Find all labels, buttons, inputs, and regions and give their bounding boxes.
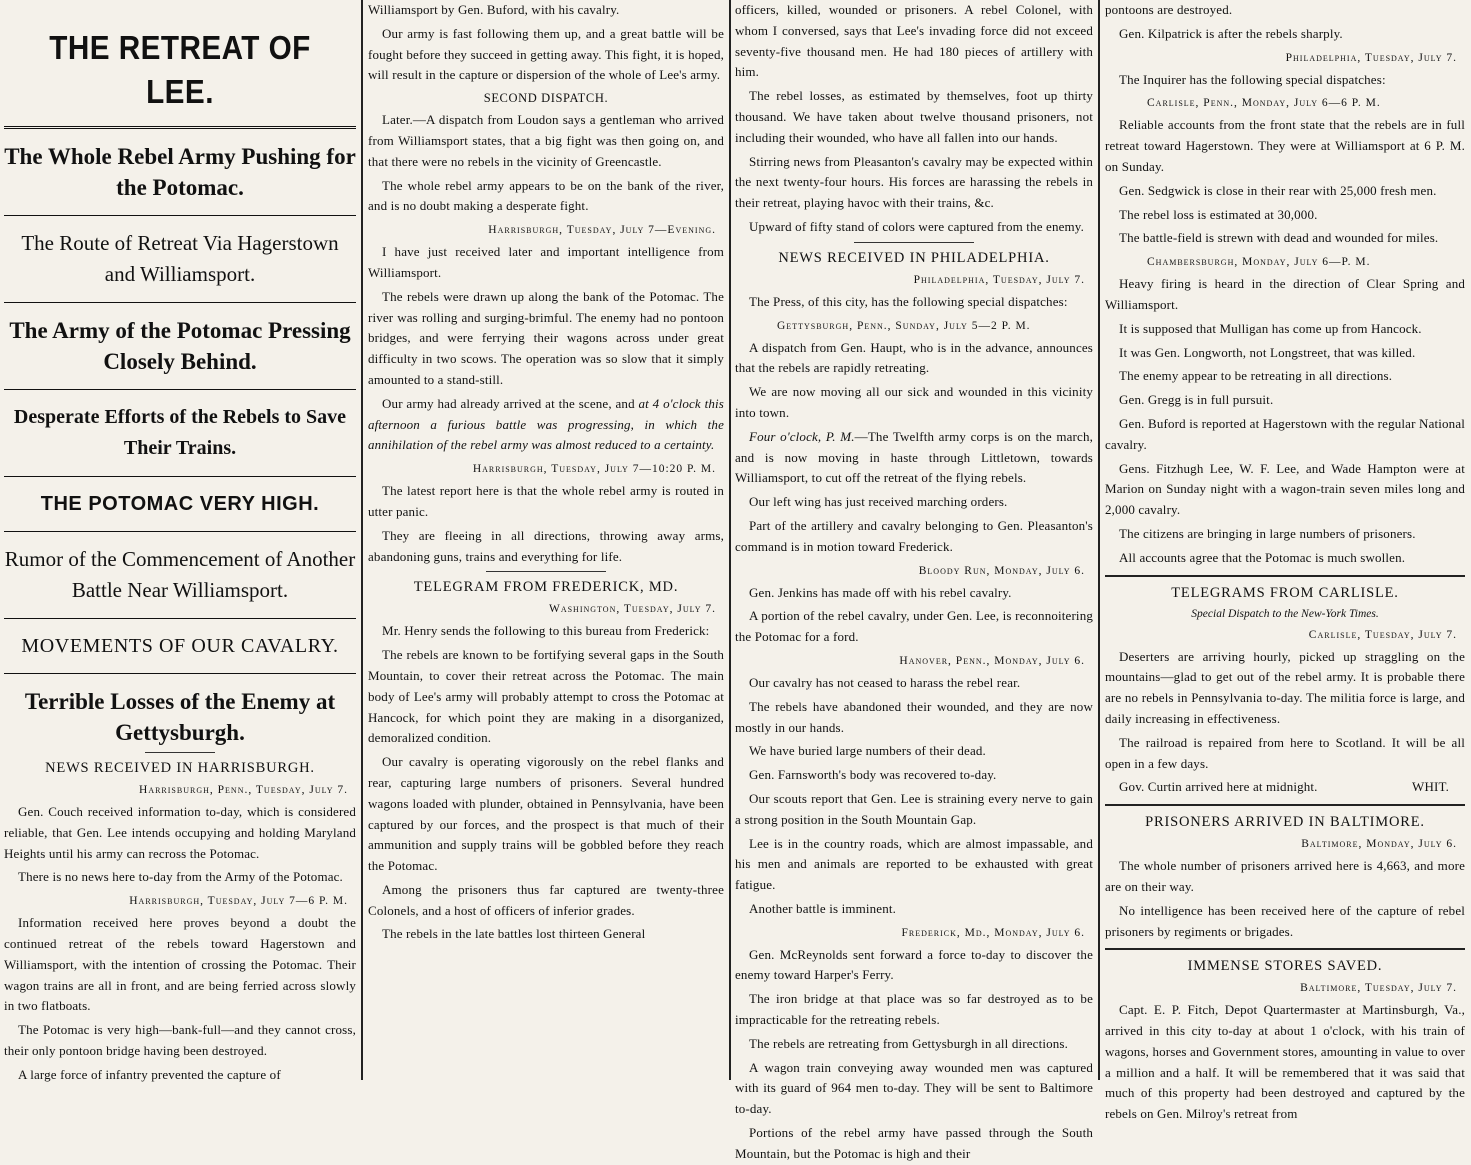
article-paragraph: Deserters are arriving hourly, picked up straggling on the mountains—glad to get out of the rebel army. It is probable there are no rebels in Pennsylvania to-day. The militia force is large, and daily increasing in effectiveness. bbox=[1105, 648, 1465, 726]
deck-headline: THE POTOMAC VERY HIGH. bbox=[40, 493, 320, 515]
deck-headline: The Route of Retreat Via Hagerstown and Williamsport. bbox=[21, 231, 339, 286]
article-paragraph: The Press, of this city, has the following special dispatches: bbox=[749, 293, 1068, 309]
article-paragraph: The rebels were drawn up along the bank of the Potomac. The river was rolling and surging-brimful. The enemy had no pontoon bridges, and were ferrying their wagons across under great difficulty in two scows. The operation was so slow that it simply amounted to a stand-still. bbox=[368, 288, 724, 387]
article-paragraph: officers, killed, wounded or prisoners. A rebel Colonel, with whom I conversed, says that Lee's invading force did not exceed seventy-five thousand men. He had 180 pieces of artillery with him. bbox=[735, 2, 1093, 80]
article-paragraph: A large force of infantry prevented the capture of bbox=[18, 1066, 281, 1082]
deck-divider bbox=[4, 476, 356, 477]
article-paragraph: The enemy appear to be retreating in all directions. bbox=[1119, 368, 1393, 384]
article-paragraph: The Potomac is very high—bank-full—and they cannot cross, their only pontoon bridge having been destroyed. bbox=[4, 1022, 356, 1058]
article-paragraph: Portions of the rebel army have passed through the South Mountain, but the Potomac is high and their bbox=[735, 1125, 1093, 1161]
column-rule bbox=[729, 0, 731, 1080]
article-paragraph: The whole rebel army appears to be on the bank of the river, and is no doubt making a desperate fight. bbox=[368, 177, 724, 214]
article-paragraph: The rebels have abandoned their wounded, and they are now mostly in our hands. bbox=[735, 698, 1093, 735]
article-paragraph: Our cavalry has not ceased to harass the rebel rear. bbox=[749, 674, 1021, 690]
article-paragraph: The iron bridge at that place was so far destroyed as to be impracticable for the retreating rebels. bbox=[735, 991, 1093, 1028]
byline: Special Dispatch to the New-York Times. bbox=[1191, 607, 1379, 620]
article-paragraph: Our cavalry is operating vigorously on the rebel flanks and rear, capturing large numbers of prisoners. Several hundred wagons loaded with plunder, obtained in Pennsylvania, have been captured by our forces, and the prospect is that much of their ammunition and supply trains will be gobbled before they reach the Potomac. bbox=[368, 754, 724, 874]
article-paragraph: Gen. Couch received information to-day, which is considered reliable, that Gen. Lee intends occupying and holding Maryland Heights until his army can recross the Potomac. bbox=[4, 804, 356, 861]
article-paragraph: We have buried large numbers of their dead. bbox=[749, 743, 986, 759]
dateline: Harrisburgh, Penn., Tuesday, July 7. bbox=[139, 784, 348, 796]
article-paragraph: The rebels are known to be fortifying several gaps in the South Mountain, to cover their retreat across the Potomac. The main body of Lee's army will probably attempt to cross the Potomac at Hancock, for which point they are making in a disorganized, demoralized condition. bbox=[368, 647, 724, 746]
section-divider bbox=[1105, 948, 1465, 950]
article-paragraph: We are now moving all our sick and wounded in this vicinity into town. bbox=[735, 384, 1093, 420]
article-paragraph: Capt. E. P. Fitch, Depot Quartermaster at Martinsburgh, Va., arrived in this city to-day at about 1 o'clock, with his train of wagons, horses and Government stores, amounting in value to over a million and a half. It will be remembered that it was said that much of this property had been destroyed and captured by the rebels on Gen. Milroy's retreat from bbox=[1105, 1002, 1465, 1122]
article-paragraph: The rebels are retreating from Gettysburgh in all directions. bbox=[749, 1035, 1068, 1051]
column-rule bbox=[1098, 0, 1100, 1080]
deck-divider bbox=[4, 618, 356, 619]
deck-headline: The Army of the Potomac Pressing Closely Behind. bbox=[9, 318, 351, 374]
text-run: —The Twelfth army corps is on the march, and is now moving in haste through Littletown, towards Williamsport, to cut off the retreat of the flying rebels. bbox=[735, 428, 1093, 486]
article-paragraph: Lee is in the country roads, which are almost impassable, and his men and animals are reported to be exhausted with great fatigue. bbox=[735, 835, 1093, 893]
article-paragraph: Gen. Sedgwick is close in their rear with 25,000 fresh men. bbox=[1119, 182, 1437, 198]
section-heading: TELEGRAMS FROM CARLISLE. bbox=[1171, 584, 1399, 601]
article-paragraph: They are fleeing in all directions, throwing away arms, abandoning guns, trains and everything for life. bbox=[368, 527, 724, 564]
article-paragraph: Gen. Kilpatrick is after the rebels sharply. bbox=[1119, 25, 1343, 41]
article-paragraph: It is supposed that Mulligan has come up from Hancock. bbox=[1119, 320, 1422, 336]
article-paragraph: A portion of the rebel cavalry, under Gen. Lee, is reconnoitering the Potomac for a ford. bbox=[735, 608, 1093, 645]
article-paragraph bbox=[368, 394, 724, 456]
article-paragraph: Gen. McReynolds sent forward a force to-day to discover the enemy toward Harper's Ferry. bbox=[735, 946, 1093, 983]
article-paragraph bbox=[1105, 777, 1465, 798]
dateline: Harrisburgh, Tuesday, July 7—10:20 P. M. bbox=[472, 463, 716, 476]
article-paragraph: Gen. Farnsworth's body was recovered to-day. bbox=[749, 767, 997, 783]
article-paragraph: Gen. Gregg is in full pursuit. bbox=[1119, 392, 1274, 408]
column-4 bbox=[1105, 0, 1465, 1122]
dateline: Carlisle, Tuesday, July 7. bbox=[1308, 628, 1457, 641]
article-paragraph: Our left wing has just received marching orders. bbox=[749, 494, 1008, 510]
article-paragraph: A wagon train conveying away wounded men was captured with its guard of 964 men to-day. They will be sent to Baltimore to-day. bbox=[735, 1059, 1093, 1117]
dateline: Washington, Tuesday, July 7. bbox=[548, 603, 716, 616]
article-paragraph: Later.—A dispatch from Loudon says a gentleman who arrived from Williamsport states, that a big fight was then going on, and that there were no rebels in the vicinity of Greencastle. bbox=[368, 112, 724, 169]
section-divider bbox=[854, 242, 974, 243]
dateline: Bloody Run, Monday, July 6. bbox=[918, 564, 1085, 577]
article-paragraph: The rebel losses, as estimated by themselves, foot up thirty thousand. We have taken about twelve thousand prisoners, not including their wounded, who have all fallen into our hands. bbox=[735, 88, 1093, 145]
dateline: Philadelphia, Tuesday, July 7. bbox=[1285, 51, 1457, 64]
article-paragraph: Mr. Henry sends the following to this bureau from Frederick: bbox=[382, 623, 710, 639]
text-run: Gov. Curtin arrived here at midnight. bbox=[1119, 779, 1318, 795]
article-paragraph: A dispatch from Gen. Haupt, who is in the advance, announces that the rebels are rapidly retreating. bbox=[735, 339, 1093, 376]
article-paragraph: The whole number of prisoners arrived here is 4,663, and more are on their way. bbox=[1105, 858, 1465, 894]
deck-divider bbox=[4, 531, 356, 532]
section-heading: NEWS RECEIVED IN HARRISBURGH. bbox=[45, 760, 315, 776]
dash-divider bbox=[145, 752, 215, 753]
dateline: Gettysburgh, Penn., Sunday, July 5—2 P. M. bbox=[777, 319, 1031, 332]
deck-headline: Rumor of the Commencement of Another Battle Near Williamsport. bbox=[4, 547, 356, 602]
subheading: SECOND DISPATCH. bbox=[483, 91, 609, 106]
signature: WHIT. bbox=[1412, 779, 1449, 795]
deck-divider bbox=[4, 673, 356, 674]
article-paragraph: Among the prisoners thus far captured are twenty-three Colonels, and a host of officers of inferior grades. bbox=[368, 881, 724, 918]
deck-headline: The Whole Rebel Army Pushing for the Potomac. bbox=[4, 144, 356, 200]
article-paragraph: Williamsport by Gen. Buford, with his cavalry. bbox=[368, 2, 620, 17]
article-paragraph: Gen. Buford is reported at Hagerstown with the regular National cavalry. bbox=[1105, 415, 1465, 452]
dateline: Hanover, Penn., Monday, July 6. bbox=[899, 654, 1085, 667]
article-paragraph: Heavy firing is heard in the direction of Clear Spring and Williamsport. bbox=[1105, 276, 1465, 312]
article-paragraph: The railroad is repaired from here to Scotland. It will be all open in a few days. bbox=[1105, 734, 1465, 771]
dateline: Harrisburgh, Tuesday, July 7—6 P. M. bbox=[129, 895, 348, 908]
article-paragraph: Upward of fifty stand of colors were captured from the enemy. bbox=[749, 218, 1084, 234]
section-heading: PRISONERS ARRIVED IN BALTIMORE. bbox=[1145, 814, 1425, 831]
article-paragraph: pontoons are destroyed. bbox=[1105, 2, 1233, 17]
column-1 bbox=[4, 0, 356, 1080]
section-heading: NEWS RECEIVED IN PHILADELPHIA. bbox=[778, 249, 1050, 266]
dateline: Frederick, Md., Monday, July 6. bbox=[901, 926, 1085, 939]
dateline: Baltimore, Monday, July 6. bbox=[1301, 838, 1457, 851]
deck-divider bbox=[4, 389, 356, 390]
deck-headline: MOVEMENTS OF OUR CAVALRY. bbox=[21, 635, 339, 657]
article-paragraph: Our scouts report that Gen. Lee is straining every nerve to gain a strong position in the South Mountain Gap. bbox=[735, 790, 1093, 827]
article-paragraph: I have just received later and important intelligence from Williamsport. bbox=[368, 244, 724, 280]
article-paragraph: Our army is fast following them up, and a great battle will be fought before they succeed in getting away. This fight, it is hoped, will result in the capture or dispersion of the whole of Lee's army. bbox=[368, 25, 724, 83]
article-paragraph: There is no news here to-day from the Army of the Potomac. bbox=[18, 869, 343, 885]
article-paragraph bbox=[735, 427, 1093, 489]
section-divider bbox=[486, 571, 606, 572]
article-paragraph: The latest report here is that the whole rebel army is routed in utter panic. bbox=[368, 483, 724, 519]
section-divider bbox=[1105, 804, 1465, 806]
article-paragraph: Gens. Fitzhugh Lee, W. F. Lee, and Wade Hampton were at Marion on Sunday night with a wagon-train seven miles long and 2,000 cavalry. bbox=[1105, 460, 1465, 518]
article-paragraph: The Inquirer has the following special dispatches: bbox=[1119, 71, 1386, 87]
article-paragraph: Gen. Jenkins has made off with his rebel cavalry. bbox=[749, 584, 1012, 600]
article-paragraph: All accounts agree that the Potomac is much swollen. bbox=[1119, 549, 1406, 565]
article-paragraph: Another battle is imminent. bbox=[749, 900, 897, 916]
dateline: Harrisburgh, Tuesday, July 7—Evening. bbox=[488, 224, 716, 237]
article-paragraph: No intelligence has been received here of the capture of rebel prisoners by regiments or brigades. bbox=[1105, 902, 1465, 939]
deck-headline: Desperate Efforts of the Rebels to Save Their Trains. bbox=[13, 406, 347, 459]
dateline: Chambersburgh, Monday, July 6—P. M. bbox=[1147, 256, 1371, 269]
italic-text-run: at 4 o'clock this afternoon a furious battle was progressing, in which the annihilation of the rebel army was almost reduced to a certainty. bbox=[368, 395, 724, 453]
italic-text-run: Four o'clock, P. M. bbox=[749, 428, 855, 444]
column-rule bbox=[361, 0, 363, 1080]
article-paragraph: Stirring news from Pleasanton's cavalry may be expected within the next twenty-four hours. His forces are harassing the rebels in their retreat, playing havoc with their trains, &c. bbox=[735, 153, 1093, 211]
article-paragraph: The citizens are bringing in large numbers of prisoners. bbox=[1119, 525, 1416, 541]
dateline: Philadelphia, Tuesday, July 7. bbox=[913, 273, 1085, 286]
dateline: Baltimore, Tuesday, July 7. bbox=[1300, 982, 1457, 995]
column-2 bbox=[368, 0, 724, 1080]
section-divider bbox=[1105, 575, 1465, 577]
deck-headline: Terrible Losses of the Enemy at Gettysburgh. bbox=[24, 689, 336, 745]
article-paragraph: The rebels in the late battles lost thirteen General bbox=[382, 926, 646, 942]
deck-divider bbox=[4, 302, 356, 303]
section-heading: IMMENSE STORES SAVED. bbox=[1187, 958, 1383, 975]
headline-divider bbox=[4, 126, 356, 129]
deck-divider bbox=[4, 215, 356, 216]
main-headline: THE RETREAT OF LEE. bbox=[49, 29, 311, 110]
text-run: Our army had already arrived at the scene, and bbox=[382, 395, 639, 411]
article-paragraph: The battle-field is strewn with dead and wounded for miles. bbox=[1119, 230, 1439, 246]
article-paragraph: Part of the artillery and cavalry belonging to Gen. Pleasanton's command is in motion toward Frederick. bbox=[735, 517, 1093, 554]
section-heading: TELEGRAM FROM FREDERICK, MD. bbox=[413, 579, 679, 596]
dateline: Carlisle, Penn., Monday, July 6—6 P. M. bbox=[1147, 97, 1381, 110]
column-3 bbox=[735, 0, 1093, 1161]
article-paragraph: Information received here proves beyond a doubt the continued retreat of the rebels toward Hagerstown and Williamsport, with the intention of crossing the Potomac. Their wagon trains are all in front, and are being ferried across slowly in two flatboats. bbox=[4, 915, 356, 1014]
article-paragraph: Reliable accounts from the front state that the rebels are in full retreat toward Hagerstown. They were at Williamsport at 6 P. M. on Sunday. bbox=[1105, 117, 1465, 174]
article-paragraph: The rebel loss is estimated at 30,000. bbox=[1119, 206, 1318, 222]
article-paragraph: It was Gen. Longworth, not Longstreet, that was killed. bbox=[1119, 344, 1416, 360]
